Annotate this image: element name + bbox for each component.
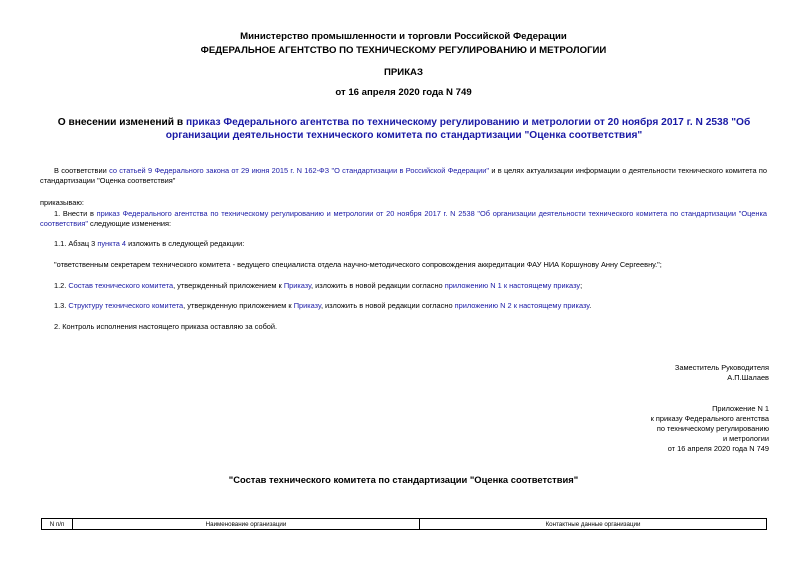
- item-1-3-text-2: , утвержденную приложением к: [183, 301, 294, 310]
- item-1-3-text-1: 1.3.: [54, 301, 69, 310]
- document-date-number: от 16 апреля 2020 года N 749: [335, 87, 472, 98]
- appendix-line-3: по техническому регулированию: [656, 424, 769, 433]
- item-1-2-text-3: , изложить в новой редакции согласно: [311, 281, 445, 290]
- item-1-3-link-appendix[interactable]: приложению N 2 к настоящему приказу: [454, 301, 590, 310]
- title-prefix: О внесении изменений в: [57, 117, 186, 128]
- intro-text-1: В соответствии: [54, 166, 110, 175]
- quote-paragraph: "ответственным секретарем технического комитета - ведущего специалиста отдела научно-методического сопровождения аккредитации ФАУ НИА Коршунову Анну Сергеевну.";: [54, 260, 662, 269]
- appendix-line-2: к приказу Федерального агентства: [650, 414, 769, 423]
- item-1-2-link-appendix[interactable]: приложению N 1 к настоящему приказу: [444, 281, 581, 290]
- item-1-3-link-structure[interactable]: Структуру технического комитета: [68, 301, 184, 310]
- item-1-2-text-2: , утвержденный приложением к: [173, 281, 284, 290]
- item-1-text-1: 1. Внести в: [54, 209, 97, 218]
- document-type: ПРИКАЗ: [384, 67, 423, 78]
- table-header-contacts: Контактные данные организации: [420, 519, 767, 530]
- order-word: приказываю:: [40, 198, 84, 207]
- appendix-line-5: от 16 апреля 2020 года N 749: [667, 444, 769, 453]
- item-1-2-text-4: ;: [580, 281, 583, 290]
- appendix-line-4: и метрологии: [722, 434, 769, 443]
- intro-paragraph: [40, 166, 767, 186]
- appendix-line-1: Приложение N 1: [712, 404, 769, 413]
- item-1: [40, 209, 767, 229]
- signature-position: Заместитель Руководителя: [674, 363, 769, 372]
- item-1-2: [54, 281, 582, 291]
- item-1-1-text-2: изложить в следующей редакции:: [126, 239, 245, 248]
- item-1-order-link[interactable]: приказ Федерального агентства по техническому регулированию и метрологии от 20 ноября 2017 г. N 2538 "Об организации деятельности технического комитета по стандартизации "Оценка соответствия": [40, 209, 767, 228]
- organizations-table: [41, 518, 767, 530]
- ministry-name: Министерство промышленности и торговли Российской Федерации: [240, 31, 567, 42]
- item-1-3-text-3: , изложить в новой редакции согласно: [320, 301, 455, 310]
- agency-name: ФЕДЕРАЛЬНОЕ АГЕНТСТВО ПО ТЕХНИЧЕСКОМУ РЕГУЛИРОВАНИЮ И МЕТРОЛОГИИ: [200, 45, 607, 56]
- item-1-2-text-1: 1.2.: [54, 281, 69, 290]
- item-1-text-2: следующие изменения:: [88, 219, 172, 228]
- signature-block: [675, 363, 769, 383]
- appendix-block: [651, 404, 769, 454]
- item-1-3-text-4: .: [589, 301, 592, 310]
- signature-name: А.П.Шалаев: [727, 373, 769, 382]
- item-1-1: [54, 239, 244, 249]
- item-1-3: [54, 301, 591, 311]
- table-header-organization: Наименование организации: [73, 519, 420, 530]
- intro-law-link[interactable]: со статьей 9 Федерального закона от 29 июня 2015 г. N 162-ФЗ "О стандартизации в Российской Федерации": [109, 166, 490, 175]
- item-1-2-link-composition[interactable]: Состав технического комитета: [68, 281, 174, 290]
- item-1-1-text-1: 1.1. Абзац 3: [54, 239, 98, 248]
- title-link[interactable]: приказ Федерального агентства по техническому регулированию и метрологии от 20 ноября 2017 г. N 2538 "Об организации деятельности технического комитета по стандартизации "Оценка соответствия": [165, 117, 751, 141]
- item-1-1-link[interactable]: пункта 4: [97, 239, 127, 248]
- item-2: 2. Контроль исполнения настоящего приказа оставляю за собой.: [54, 322, 278, 331]
- appendix-title: "Состав технического комитета по стандартизации "Оценка соответствия": [228, 474, 579, 485]
- intro-text-2: и в целях актуализации информации о деятельности технического комитета по стандартизации "Оценка соответствия": [40, 166, 767, 185]
- document-title: [36, 116, 772, 142]
- item-1-2-link-order[interactable]: Приказу: [283, 281, 312, 290]
- item-1-3-link-order[interactable]: Приказу: [293, 301, 321, 310]
- table-header-row: [42, 519, 767, 530]
- table-header-number: N п/п: [42, 519, 73, 530]
